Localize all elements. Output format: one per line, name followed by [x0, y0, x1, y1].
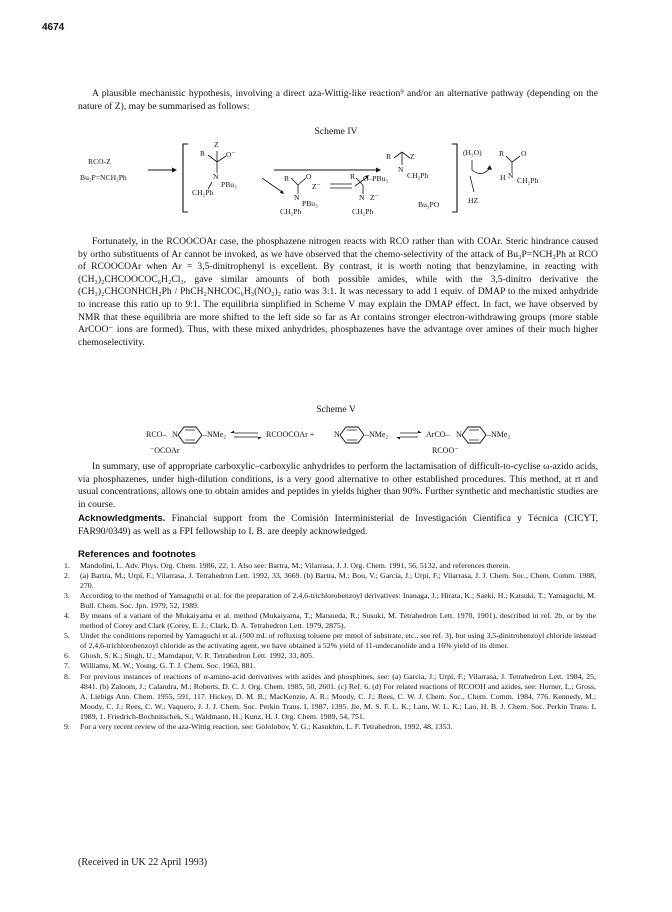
eq2-head-left [396, 437, 400, 440]
acknowledgements-heading: Acknowledgments. [78, 513, 166, 524]
reference-item [64, 561, 596, 571]
reference-text: Under the conditions reported by Yamaguchi et al. (500 mL of refluxing toluene per mmol of substrate, etc., see ref. 3), but using 3,5-dinitrobenzoyl chloride instead of 2,4,6-trichlorobenzoyl chloride as the activating agent, we have obtained a 52% yield of 11-undecanolide and a 16% yield of its dimer. [80, 631, 596, 651]
reference-item [64, 631, 596, 651]
scheme-4-diagram [80, 138, 600, 220]
i3-r: R [284, 174, 290, 183]
reference-text: Mandolini, L. Adv. Phys. Org. Chem. 1986, 22, 1. Also see: Bartra, M.; Vilarrasa, J. J. Org. Chem. 1991, 56, 5132, and references therein. [80, 561, 511, 570]
i1-o: O⁻ [226, 150, 236, 159]
acknowledgements-text: Financial support from the Comisión Interministerial de Investigación Científica y Técnica (CICYT, FAR90/0349) as well as a FPI fellowship to I. B. are deeply acknowledged. [78, 513, 598, 537]
i4-ch2ph: CH₂Ph [352, 207, 374, 216]
bond-i3-o [298, 178, 306, 185]
product-n: N [508, 171, 514, 180]
i1-r: R [200, 149, 206, 158]
i4-r: R [350, 172, 356, 181]
i3-z: Z⁻ [312, 182, 321, 191]
reference-text: (a) Bartra, M.; Urpí, F.; Vilarrasa, J. Tetrahedron Lett. 1992, 33, 3669. (b) Bartra, M.; Bou, V.; Garcia, J.; Urpí, F.; Vilarrasa, J. J. Chem. Soc., Chem. Comm. 1988, 270. [80, 571, 596, 591]
bond-i4-r [356, 178, 363, 185]
received-date: (Received in UK 22 April 1993) [78, 857, 208, 868]
reference-text: For a very recent review of the aza-Wittig reaction, see: Gololobov, Y. G.; Kasukhin, L. F. Tetrahedron, 1992, 48, 1353. [80, 721, 453, 731]
s5-middle-nme2: –NMe₂ [365, 430, 389, 439]
i3-o: O [306, 172, 312, 181]
s5-left-n: N [172, 430, 178, 439]
references-heading: References and footnotes [78, 549, 196, 560]
s5-middle-n: N [334, 430, 340, 439]
reference-number: 5. [64, 631, 70, 641]
reference-number: 9. [64, 721, 70, 731]
acknowledgements [78, 513, 598, 539]
i1-n: N [213, 172, 219, 181]
s5-right-acyl: ArCO– [426, 430, 450, 439]
product-h: H [500, 173, 506, 182]
arrowhead-top [376, 168, 381, 173]
i4-z: Z⁻ [370, 193, 379, 202]
reference-item [64, 591, 596, 611]
s5-right-counterion: RCOO⁻ [432, 446, 459, 455]
scheme-5-title: Scheme V [316, 404, 356, 415]
i1-pbu: PBu₃ [221, 180, 237, 189]
eq1-head-left [230, 431, 234, 434]
product-ch2ph: CH₂Ph [517, 176, 539, 185]
summary-paragraph-block [78, 461, 598, 511]
bracket-left [183, 144, 188, 212]
bracket-right [452, 144, 457, 212]
reference-text: According to the method of Yamaguchi et al. for the preparation of 2,4,6-trichlorobenzoyl derivatives: Inanaga, J.; Hirata, K.; Saeki, H.; Katsuki, T.; Yamaguchi, M. Bull. Chem. Soc. Jpn. 1979, 52, 1989. [80, 591, 596, 611]
reference-text: For previous instances of reactions of α-amino-acid derivatives with azides and phosphines, see: (a) Garcia, J.; Urpí, F.; Vilarrasa, J. Tetrahedron Lett. 1984, 25, 4841. (b) Zaloom, J.; Calandra, M.; Roberts, D. C. J. Org. Chem. 1985, 50, 2601. (c) Ref. 6. (d) For related reactions of RCOOH and azides, see: Horner, L.; Gross, A. Liebigs Ann. Chem. 1955, 591, 117. Hickey, D. M. B.; MacKenzie, A. R.; Moody, C. J.; Rees, C. W. J. Chem. Soc., Chem. Comm. 1984, 776. Kennedy, M.; Moody, C. J.; Rees, C. W.; Vaquero, J. J. J. Chem. Soc. Perkin Trans. I, 1987, 1395. Jie, M. S. F. L. K.; Lam, W. L. K.; Lao, H. B. J. Chem. Soc. Perkin Trans. I, 1989, 1. Friedrich-Bochnitschek, S.; Waldmann, H.; Kunz, H. J. Org. Chem. 1989, 54, 751. [80, 671, 596, 721]
reference-text: By means of a variant of the Mukaiyama et al. method (Mukaiyama, T.; Matsueda, R.; Susuki, M. Tetrahedron Lett. 1970, 1901), described in ref. 2b, or by the method of Corey and Clark (Corey, E. J.; Clark, D. A. Tetrahedron Lett. 1979, 2875). [80, 611, 596, 631]
bond-i2-r [394, 152, 402, 158]
s5-left-counterion: ⁻OCOAr [150, 446, 180, 455]
i2-ch2ph: CH₂Ph [407, 171, 429, 180]
s5-right-nme2: –NMe₂ [487, 430, 511, 439]
s5-right-n: N [456, 430, 462, 439]
reference-item [64, 661, 596, 671]
i4-opbu: O–PBu₃ [363, 174, 389, 183]
reference-number: 7. [64, 661, 70, 671]
reference-text: Williams, M. W.; Young, G. T. J. Chem. Soc. 1963, 881. [80, 661, 256, 671]
scheme-4-title: Scheme IV [314, 126, 358, 137]
reference-text: Ghosh, S. K.; Singh, U.; Mamdapur, V. R. Tetrahedron Lett. 1992, 33, 805. [80, 651, 314, 661]
reference-number: 3. [64, 591, 70, 601]
s5-anhydride: RCOOCOAr + [266, 430, 315, 439]
references-list [64, 561, 596, 732]
reference-item [64, 672, 596, 722]
reference-item [64, 571, 596, 591]
arrowhead-hydrolysis [487, 165, 492, 170]
pyridinium-ring-right [462, 427, 486, 443]
i3-n: N [294, 193, 300, 202]
bond-i2-z [402, 152, 410, 158]
intro-paragraph: A plausible mechanistic hypothesis, involving a direct aza-Wittig-like reaction⁹ and/or an alternative pathway (depending on the nature of Z), may be summarised as follows: [78, 88, 598, 112]
eq1-head-right [258, 437, 262, 440]
i1-z: Z [214, 140, 219, 149]
i1-ch2ph: CH₂Ph [192, 188, 214, 197]
i4-n: N [359, 193, 365, 202]
arrow-down-left [262, 178, 282, 192]
i3-ch2ph: CH₂Ph [280, 207, 302, 216]
reference-item [64, 651, 596, 661]
bond-i3-r [291, 178, 298, 185]
reference-item [64, 722, 596, 732]
byproduct-hz: HZ [468, 196, 479, 205]
s5-left-acyl: RCO– [146, 430, 167, 439]
arrow-hz [470, 176, 474, 192]
product-o: O [521, 149, 527, 158]
eq2-head-right [418, 431, 422, 434]
bond-p-o [512, 156, 520, 162]
reference-number: 2. [64, 571, 70, 581]
bond-p-r [506, 156, 512, 162]
i2-z: Z [410, 152, 415, 161]
bond-i1-o [217, 156, 226, 162]
pyridinium-ring-left [178, 427, 202, 443]
dmap-ring [340, 427, 364, 443]
i2-n: N [398, 165, 404, 174]
page-number: 4674 [42, 22, 65, 33]
byproduct-bu3po: Bu₃PO [418, 200, 440, 209]
i3-pbu: PBu₃ [302, 199, 318, 208]
reference-number: 6. [64, 651, 70, 661]
reactant-phosphazene: Bu₃P=NCH₂Ph [80, 173, 127, 182]
intro-paragraph-block [78, 88, 598, 113]
reference-item [64, 611, 596, 631]
summary-paragraph: In summary, use of appropriate carboxylic–carboxylic anhydrides to perform the lactamisation of difficult-to-cyclise ω-azido acids, via phosphazenes, under high-dilution conditions, is a very good alternative to other established procedures. This method, at rt and usual concentrations, allows one to obtain amides and peptides in yields higher than 90%. Further synthetic and mechanistic studies are in course. [78, 461, 598, 510]
reagent-water: (H₂O) [463, 148, 482, 157]
discussion-paragraph: Fortunately, in the RCOOCOAr case, the phosphazene nitrogen reacts with RCO rather than with COAr. Steric hindrance caused by ortho substituents of Ar cannot be invoked, as we have observed that the chemo-selectivity of the attack of Bu₃P=NCH₂Ph at RCO of RCOOCOAr when Ar = 3,5-dinitrophenyl is excellent. By contrast, it is worth noting that benzylamine, in reacting with (CH₃)₂CHCOOCOC₆H₂Cl₃, gave similar amounts of both possible amides, while with the 3,5-dinitro derivative the (CH₃)₂CHCONHCH₂Ph / PhCH₂NHCOC₆H₃(NO₂)₂ ratio was 3:1. It was necessary to add 1 equiv. of DMAP to the mixed anhydride to increase this ratio up to 9:1. The equilibria simplified in Scheme V may explain the DMAP effect. In fact, we have observed by NMR that these equilibria are more shifted to the left side so far as Ar contains stronger electron-withdrawing groups (more stable ArCOO⁻ ions are formed). Thus, with these mixed anhydrides, phosphazenes have the advantage over amines of their much higher chemoselectivity. [78, 236, 598, 348]
s5-left-nme2: –NMe₂ [203, 430, 227, 439]
reference-number: 4. [64, 611, 70, 621]
arrowhead-reactants [172, 168, 177, 173]
reference-number: 1. [64, 561, 70, 570]
reactant-acyl: RCO-Z [88, 157, 111, 166]
i2-r: R [386, 152, 392, 161]
discussion-paragraph-block [78, 236, 598, 349]
scheme-5-diagram [146, 418, 546, 458]
reference-number: 8. [64, 671, 70, 681]
bond-i1-r [208, 155, 217, 162]
product-r: R [499, 149, 505, 158]
